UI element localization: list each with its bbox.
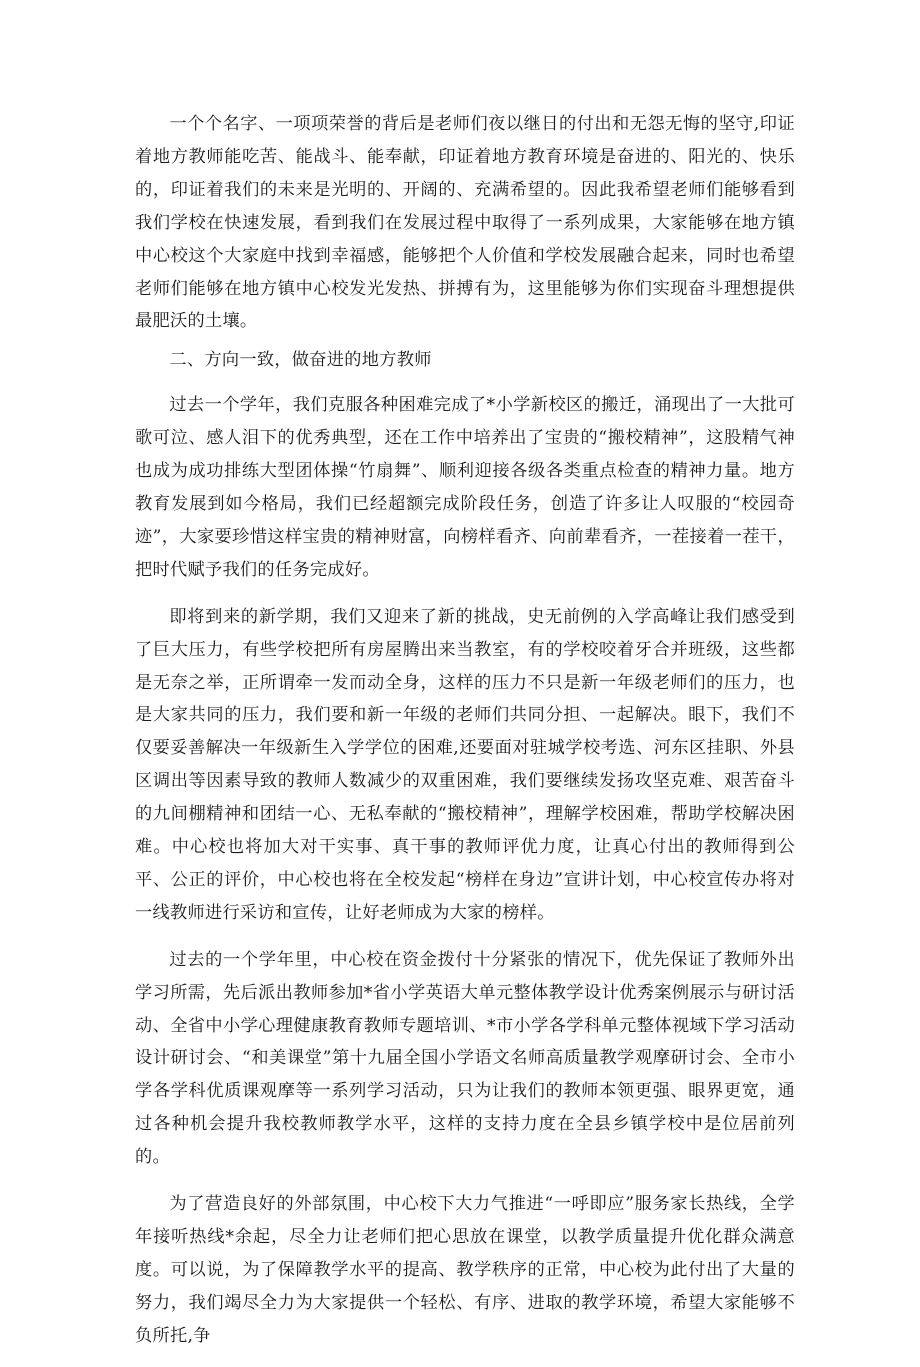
paragraph-hotline: 为了营造良好的外部氛围，中心校下大力气推进“一呼即应”服务家长热线，全学年接听热线*余起，尽全力让老师们把心思放在课堂，以教学质量提升优化群众满意度。可以说，为了保障教学水平的提高、教学秩序的正常，中心校为此付出了大量的努力，我们竭尽全力为大家提供一个轻松、有序、进取的教学环境，希望大家能够不负所托,争: [135, 1194, 795, 1346]
paragraph-honors: 一个个名字、一项项荣誉的背后是老师们夜以继日的付出和无怨无悔的坚守,印证着地方教师能吃苦、能战斗、能奉献，印证着地方教育环境是奋进的、阳光的、快乐的，印证着我们的未来是光明的、开阔的、充满希望的。因此我希望老师们能够看到我们学校在快速发展，看到我们在发展过程中取得了一系列成果，大家能够在地方镇中心校这个大家庭中找到幸福感，能够把个人价值和学校发展融合起来，同时也希望老师们能够在地方镇中心校发光发热、拼搏有为，这里能够为你们实现奋斗理想提供最肥沃的土壤。: [135, 114, 795, 332]
section-heading: 二、方向一致，做奋进的地方教师: [169, 350, 432, 371]
paragraph-new-semester: 即将到来的新学期，我们又迎来了新的挑战，史无前例的入学高峰让我们感受到了巨大压力，有些学校把所有房屋腾出来当教室，有的学校咬着牙合并班级，这些都是无奈之举，正所谓牵一发而动全身，这样的压力不只是新一年级老师们的压力，也是大家共同的压力，我们要和新一年级的老师们共同分担、一起解决。眼下，我们不仅要妥善解决一年级新生入学学位的困难,还要面对驻城学校考选、河东区挂职、外县区调出等因素导致的教师人数减少的双重困难，我们要继续发扬攻坚克难、艰苦奋斗的九间棚精神和团结一心、无私奉献的“搬校精神”，理解学校困难，帮助学校解决困难。中心校也将加大对干实事、真干事的教师评优力度，让真心付出的教师得到公平、公正的评价，中心校也将在全校发起“榜样在身边”宣讲计划，中心校宣传办将对一线教师进行采访和宣传，让好老师成为大家的榜样。: [135, 606, 795, 923]
document-body: [135, 108, 795, 1367]
paragraph-training: 过去的一个学年里，中心校在资金拨付十分紧张的情况下，优先保证了教师外出学习所需，先后派出教师参加*省小学英语大单元整体教学设计优秀案例展示与研讨活动、全省中小学心理健康教育教师专题培训、*市小学各学科单元整体视域下学习活动设计研讨会、“和美课堂”第十九届全国小学语文名师高质量教学观摩研讨会、全市小学各学科优质课观摩等一系列学习活动，只为让我们的教师本领更强、眼界更宽，通过各种机会提升我校教师教学水平，这样的支持力度在全县乡镇学校中是位居前列的。: [135, 949, 795, 1168]
paragraph-past-year: 过去一个学年，我们克服各种困难完成了*小学新校区的搬迁，涌现出了一大批可歌可泣、感人泪下的优秀典型，还在工作中培养出了宝贵的“搬校精神”，这股精气神也成为成功排练大型团体操“竹扇舞”、顺利迎接各级各类重点检查的精神力量。地方教育发展到如今格局，我们已经超额完成阶段任务，创造了许多让人叹服的“校园奇迹”，大家要珍惜这样宝贵的精神财富，向榜样看齐、向前辈看齐，一茬接着一茬干，把时代赋予我们的任务完成好。: [135, 395, 795, 580]
